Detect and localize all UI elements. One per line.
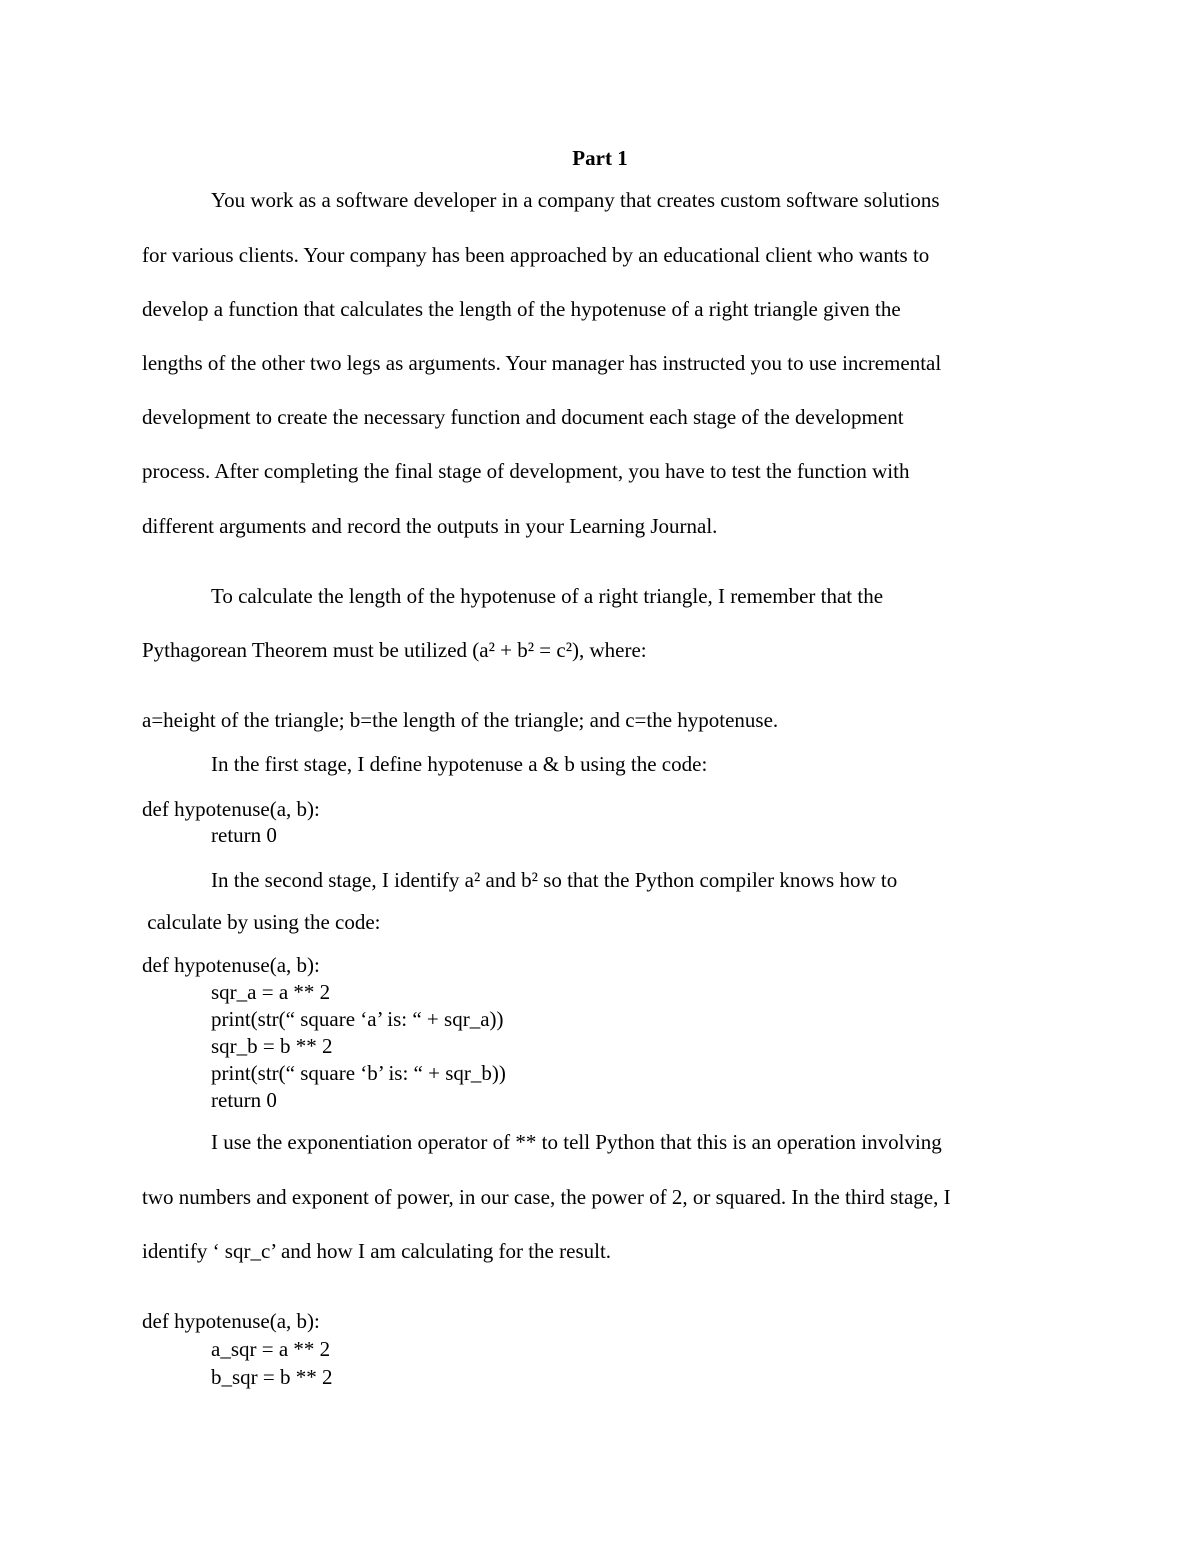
paragraph-line: To calculate the length of the hypotenuse of a right triangle, I remember that the <box>211 584 884 608</box>
paragraph-line: different arguments and record the outputs in your Learning Journal. <box>142 514 718 538</box>
code-line: b_sqr = b ** 2 <box>211 1365 333 1389</box>
code-line: return 0 <box>211 823 277 847</box>
paragraph-line: You work as a software developer in a company that creates custom software solutions <box>211 188 940 212</box>
stage-1-text: In the first stage, I define hypotenuse a & b using the code: <box>211 752 708 776</box>
paragraph-line: for various clients. Your company has been approached by an educational client who wants to <box>142 243 930 267</box>
code-line: def hypotenuse(a, b): <box>142 953 320 977</box>
definitions-line: a=height of the triangle; b=the length of the triangle; and c=the hypotenuse. <box>142 708 779 732</box>
code-line: a_sqr = a ** 2 <box>211 1337 331 1361</box>
code-line: print(str(“ square ‘a’ is: “ + sqr_a)) <box>211 1007 504 1031</box>
code-line: def hypotenuse(a, b): <box>142 797 320 821</box>
paragraph-line: Pythagorean Theorem must be utilized (a² + b² = c²), where: <box>142 638 647 662</box>
page-title: Part 1 <box>572 146 628 170</box>
paragraph-line: two numbers and exponent of power, in our case, the power of 2, or squared. In the third stage, I <box>142 1185 951 1209</box>
paragraph-line: identify ‘ sqr_c’ and how I am calculating for the result. <box>142 1239 612 1263</box>
paragraph-line: development to create the necessary function and document each stage of the development <box>142 405 904 429</box>
code-line: print(str(“ square ‘b’ is: “ + sqr_b)) <box>211 1061 506 1085</box>
paragraph-line: I use the exponentiation operator of ** to tell Python that this is an operation involving <box>211 1130 942 1154</box>
paragraph-line: develop a function that calculates the length of the hypotenuse of a right triangle given the <box>142 297 901 321</box>
paragraph-line: process. After completing the final stage of development, you have to test the function with <box>142 459 910 483</box>
paragraph-line: lengths of the other two legs as arguments. Your manager has instructed you to use incremental <box>142 351 942 375</box>
code-line: sqr_b = b ** 2 <box>211 1034 333 1058</box>
code-line: def hypotenuse(a, b): <box>142 1309 320 1333</box>
code-line: sqr_a = a ** 2 <box>211 980 331 1004</box>
code-line: return 0 <box>211 1088 277 1112</box>
stage-2-text: In the second stage, I identify a² and b² so that the Python compiler knows how to <box>211 868 898 892</box>
stage-2-text: calculate by using the code: <box>142 910 381 934</box>
